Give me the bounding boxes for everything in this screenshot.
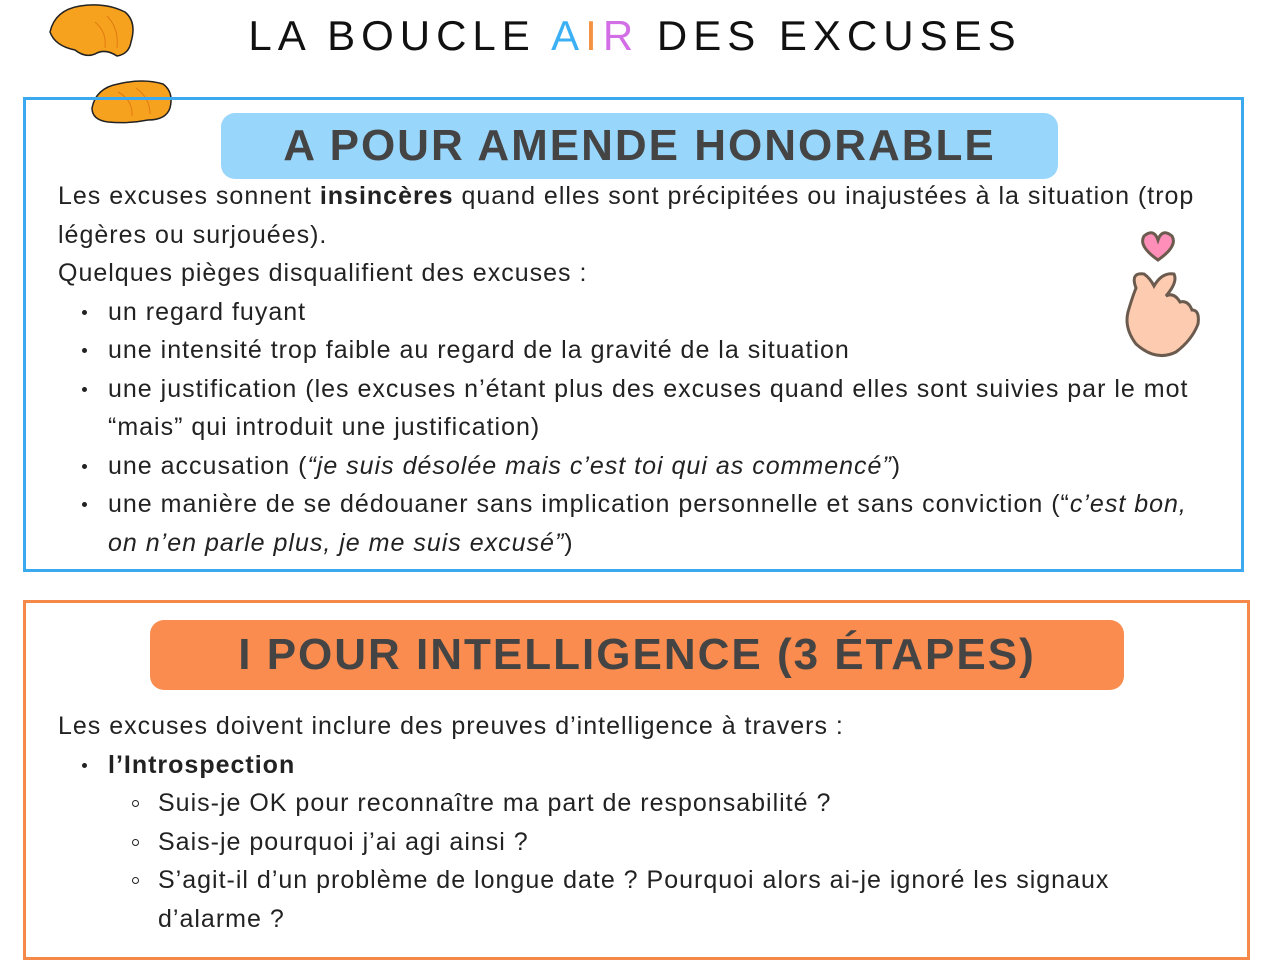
section-body: [58, 177, 1211, 562]
section-amende-honorable: [23, 97, 1244, 572]
pitfalls-list: [58, 293, 1211, 563]
list-item: une accusation (“je suis désolée mais c’est toi qui as commencé”): [108, 447, 1211, 486]
paragraph: Quelques pièges disqualifient des excuses :: [58, 259, 588, 287]
paragraph: Les excuses doivent inclure des preuves d’intelligence à travers :: [58, 712, 844, 740]
list-item: une manière de se dédouaner sans implication personnelle et sans conviction (“c’est bon, on n’en parle plus, je me suis excusé”): [108, 485, 1211, 562]
steps-list: [58, 746, 1217, 939]
section-body: [58, 707, 1217, 938]
section-heading: I POUR INTELLIGENCE (3 ÉTAPES): [150, 620, 1124, 690]
list-item: une justification (les excuses n’étant plus des excuses quand elles sont suivies par le mot “mais” qui introduit une justification): [108, 370, 1211, 447]
section-heading: A POUR AMENDE HONORABLE: [221, 113, 1058, 179]
section-intelligence: [23, 600, 1250, 960]
list-item: une intensité trop faible au regard de la gravité de la situation: [108, 331, 1211, 370]
paragraph: Les excuses sonnent insincères quand elles sont précipitées ou inajustées à la situation (trop légères ou surjouées).: [58, 182, 1195, 249]
list-item: S’agit-il d’un problème de longue date ? Pourquoi alors ai-je ignoré les signaux d’alarme ?: [158, 861, 1217, 938]
list-item: Sais-je pourquoi j’ai agi ainsi ?: [158, 823, 1217, 862]
page-title: LA BOUCLE AIR DES EXCUSES: [248, 12, 1022, 59]
list-item: un regard fuyant: [108, 293, 1211, 332]
list-item: l’Introspection Suis-je OK pour reconnaître ma part de responsabilité ? Sais-je pourquoi j’ai agi ainsi ? S’agit-il d’un problème de longue date ? Pourquoi alors ai-je ignoré les signaux d’alarme ?: [108, 746, 1217, 939]
questions-list: [108, 784, 1217, 938]
list-item: Suis-je OK pour reconnaître ma part de responsabilité ?: [158, 784, 1217, 823]
